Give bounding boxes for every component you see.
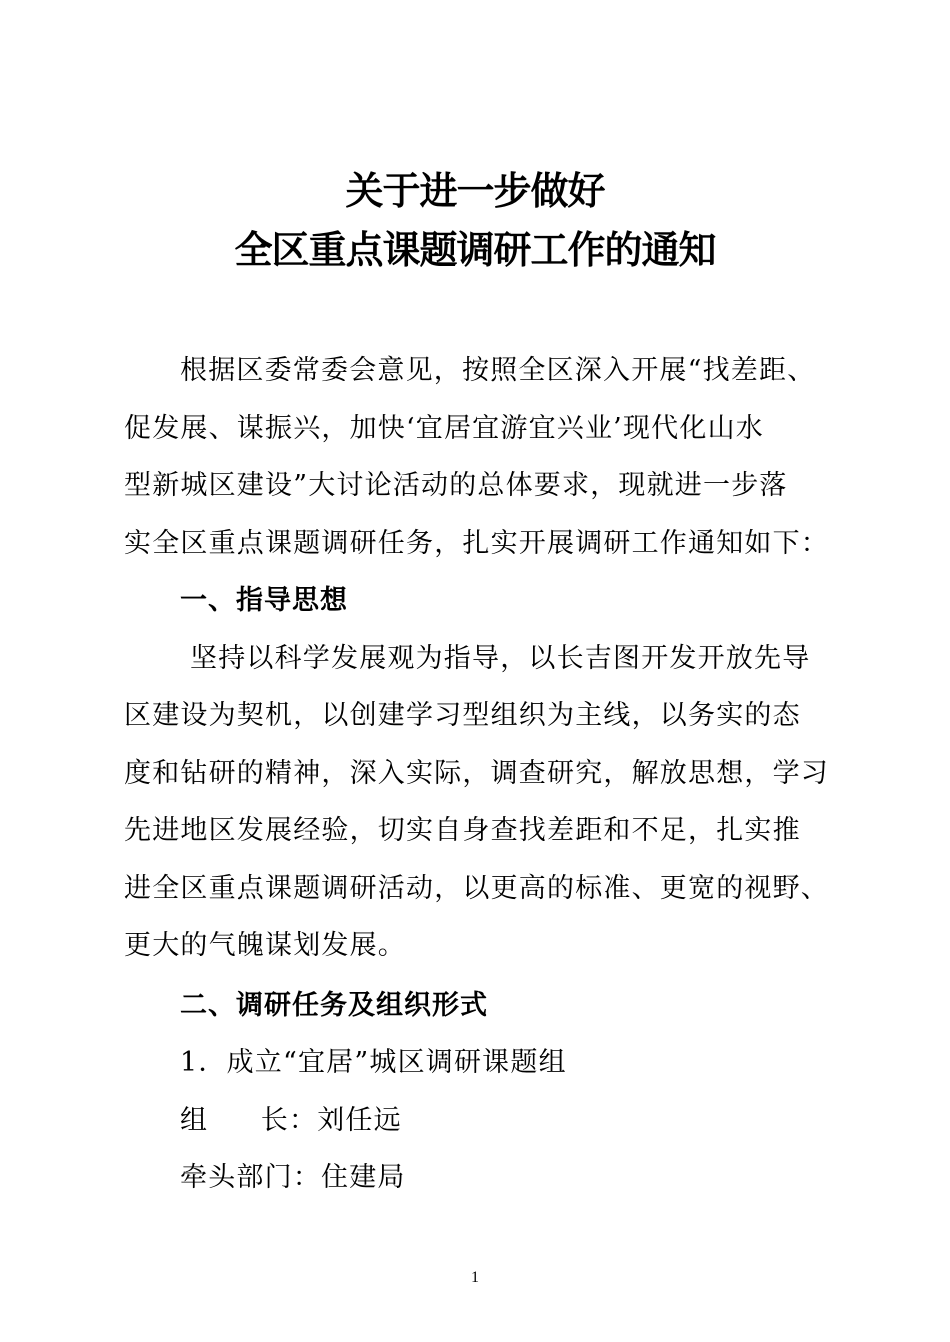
section-1-paragraph (124, 630, 834, 975)
section-1-line: 区建设为契机，以创建学习型组织为主线，以务实的态 (124, 700, 801, 731)
intro-line: 型新城区建设”大讨论活动的总体要求，现就进一步落 (124, 470, 788, 501)
leader-row (124, 1092, 834, 1150)
intro-line: 实全区重点课题调研任务，扎实开展调研工作通知如下： (124, 527, 829, 559)
section-2-heading: 二、调研任务及组织形式 (180, 989, 488, 1021)
section-1-line: 坚持以科学发展观为指导，以长吉图开发开放先导 (190, 642, 811, 674)
item-1-title: 1．成立“宜居”城区调研课题组 (180, 1047, 567, 1078)
section-1-line: 进全区重点课题调研活动，以更高的标准、更宽的视野、 (124, 872, 829, 904)
dept-row (124, 1149, 834, 1207)
dept-value: ：住建局 (292, 1162, 406, 1193)
section-1-line: 更大的气魄谋划发展。 (124, 930, 406, 961)
intro-line: 促发展、谋振兴，加快‘宜居宜游宜兴业’现代化山水 (124, 412, 764, 444)
dept-label: 牵头部门 (180, 1162, 293, 1193)
section-1-heading: 一、指导思想 (180, 585, 348, 616)
section-1-line: 度和钻研的精神，深入实际，调查研究，解放思想，学习 (124, 757, 829, 789)
leader-label: 组长 (180, 1104, 289, 1136)
intro-paragraph (124, 342, 834, 572)
document-body (124, 342, 834, 1207)
document-title-line-2: 全区重点课题调研工作的通知 (234, 228, 716, 272)
intro-line: 根据区委常委会意见，按照全区深入开展“找差距、 (180, 355, 816, 386)
document-title-line-1: 关于进一步做好 (345, 169, 605, 213)
section-1-line: 先进地区发展经验，切实自身查找差距和不足，扎实推 (124, 815, 801, 846)
page-number: 1 (471, 1269, 479, 1286)
leader-value: ：刘任远 (289, 1104, 402, 1136)
